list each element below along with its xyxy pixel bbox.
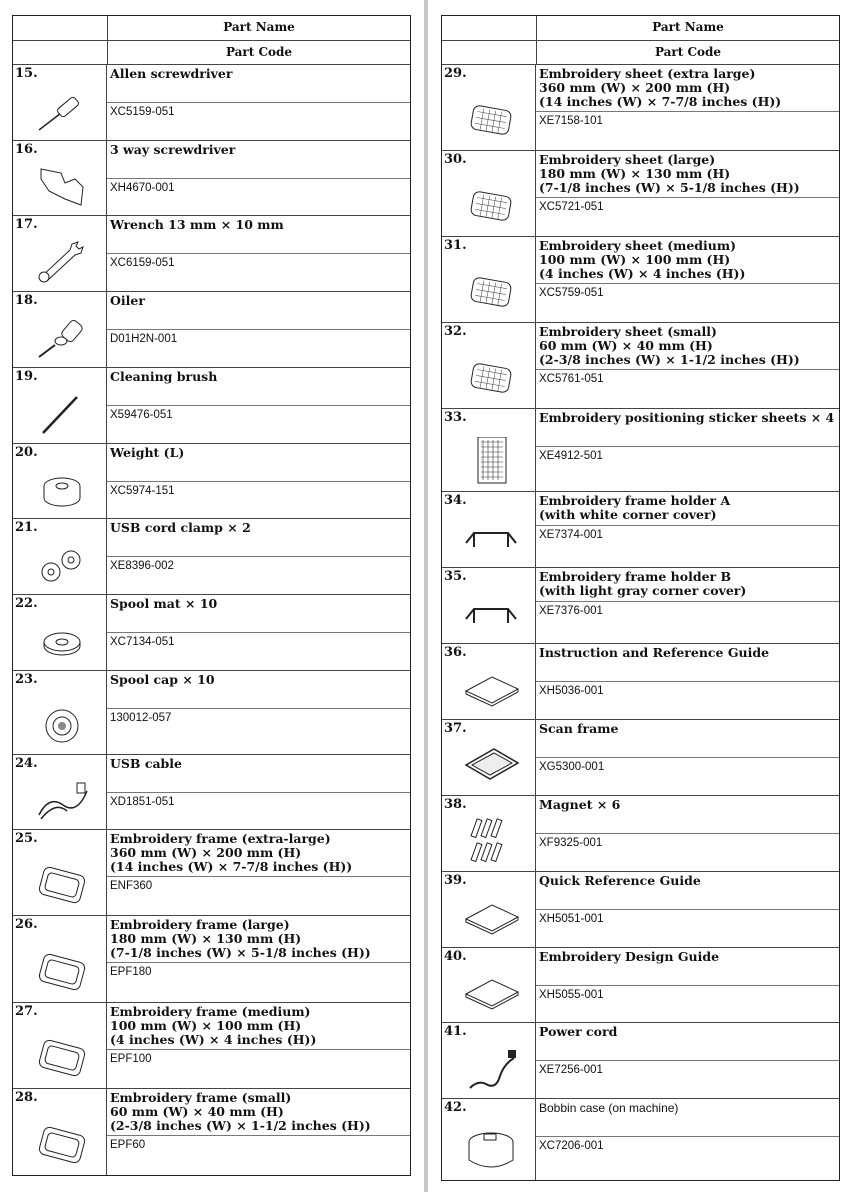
header-row: [442, 41, 839, 66]
part-code: EPF60: [110, 1139, 146, 1151]
part-number-cell: [13, 671, 107, 754]
part-row: [442, 1023, 839, 1099]
frame-holder-icon: [460, 513, 522, 561]
part-number: 16.: [15, 142, 38, 157]
part-name: Spool mat × 10: [107, 595, 410, 633]
part-number-cell: [13, 755, 107, 829]
part-code: XC5159-051: [110, 106, 175, 118]
part-number-cell: [442, 492, 536, 567]
part-number: 36.: [444, 645, 467, 660]
part-number-cell: [442, 720, 536, 795]
part-row: [13, 216, 410, 292]
part-code: X59476-051: [110, 409, 173, 421]
book-icon: [460, 665, 522, 713]
part-number: 41.: [444, 1024, 467, 1039]
parts-table-right: [441, 15, 840, 1181]
part-name: 3 way screwdriver: [107, 141, 410, 179]
part-name-header: Part Name: [223, 20, 295, 34]
book-icon: [460, 968, 522, 1016]
part-row: [13, 292, 410, 368]
part-row: [442, 720, 839, 796]
part-name: Spool cap × 10: [107, 671, 410, 709]
part-name: Embroidery sheet (small) 60 mm (W) × 40 mm (H) (2-3/8 inches (W) × 1-1/2 inches (H)): [536, 323, 839, 370]
part-number-cell: [13, 1003, 107, 1088]
part-code: XE7374-001: [539, 529, 603, 541]
part-code: XE4912-501: [539, 450, 603, 462]
part-code: XE7376-001: [539, 605, 603, 617]
part-number-cell: [13, 292, 107, 367]
part-code: D01H2N-001: [110, 333, 178, 345]
part-number-cell: [442, 796, 536, 871]
part-number: 30.: [444, 152, 467, 167]
part-row: [442, 568, 839, 644]
frame-icon: [31, 948, 93, 996]
scan-frame-icon: [460, 741, 522, 789]
part-row: [13, 916, 410, 1003]
part-number-cell: [442, 872, 536, 947]
spool-mat-icon: [31, 616, 93, 664]
frame-icon: [31, 1121, 93, 1169]
part-name: Embroidery frame (small) 60 mm (W) × 40 mm (H) (2-3/8 inches (W) × 1-1/2 inches (H)): [107, 1089, 410, 1136]
grid-sheet-icon: [460, 268, 522, 316]
part-code: XC5761-051: [539, 373, 604, 385]
screwdriver-icon: [31, 86, 93, 134]
part-number-cell: [13, 1089, 107, 1175]
sticker-sheet-icon: [460, 437, 522, 485]
part-name: Embroidery frame (extra-large) 360 mm (W) × 200 mm (H) (14 inches (W) × 7-7/8 inches (H)): [107, 830, 410, 877]
part-row: [13, 755, 410, 830]
part-number-cell: [13, 830, 107, 915]
header-row: [442, 16, 839, 41]
frame-icon: [31, 861, 93, 909]
part-name: USB cord clamp × 2: [107, 519, 410, 557]
part-number: 28.: [15, 1090, 38, 1105]
part-code: XC6159-051: [110, 257, 175, 269]
part-name: Embroidery frame holder B (with light gray corner cover): [536, 568, 839, 602]
flat-screwdriver-icon: [31, 161, 93, 209]
part-code: EPF100: [110, 1053, 152, 1065]
part-row: [442, 323, 839, 409]
clamp-icon: [31, 540, 93, 588]
book-icon: [460, 893, 522, 941]
part-name-header: Part Name: [652, 20, 724, 34]
part-row: [13, 671, 410, 755]
part-code: XH4670-001: [110, 182, 175, 194]
part-row: [442, 492, 839, 568]
part-row: [13, 519, 410, 595]
part-code: XC5721-051: [539, 201, 604, 213]
part-number: 33.: [444, 410, 467, 425]
part-row: [442, 151, 839, 237]
part-number: 23.: [15, 672, 38, 687]
part-code-header: Part Code: [225, 44, 293, 59]
part-name: Embroidery Design Guide: [536, 948, 839, 986]
part-code: XF9325-001: [539, 837, 603, 849]
part-number: 27.: [15, 1004, 38, 1019]
part-name: Power cord: [536, 1023, 839, 1061]
cable-icon: [31, 775, 93, 823]
part-name: Embroidery frame (medium) 100 mm (W) × 100 mm (H) (4 inches (W) × 4 inches (H)): [107, 1003, 410, 1050]
part-number-cell: [442, 1023, 536, 1098]
part-code: XC7206-001: [539, 1140, 604, 1152]
part-number: 29.: [444, 66, 467, 81]
part-number-cell: [442, 409, 536, 491]
part-number-cell: [13, 141, 107, 215]
part-name: Embroidery frame holder A (with white corner cover): [536, 492, 839, 526]
part-number-cell: [442, 323, 536, 408]
part-row: [442, 796, 839, 872]
part-row: [13, 65, 410, 141]
part-number: 21.: [15, 520, 38, 535]
part-name: Embroidery sheet (medium) 100 mm (W) × 100 mm (H) (4 inches (W) × 4 inches (H)): [536, 237, 839, 284]
part-number-cell: [13, 368, 107, 443]
part-number-cell: [442, 65, 536, 150]
part-number-cell: [13, 519, 107, 594]
part-name: Embroidery sheet (extra large) 360 mm (W) × 200 mm (H) (14 inches (W) × 7-7/8 inches (H)): [536, 65, 839, 112]
part-name: Magnet × 6: [536, 796, 839, 834]
part-row: [13, 141, 410, 216]
part-number: 34.: [444, 493, 467, 508]
part-name: Oiler: [107, 292, 410, 330]
magnet-icon: [460, 817, 522, 865]
part-code-header: Part Code: [654, 44, 722, 59]
spool-cap-icon: [31, 700, 93, 748]
header-row: [13, 16, 410, 41]
brush-icon: [31, 389, 93, 437]
part-code: XE8396-002: [110, 560, 174, 572]
part-number: 42.: [444, 1100, 467, 1115]
part-row: [442, 409, 839, 492]
grid-sheet-icon: [460, 182, 522, 230]
part-name: Instruction and Reference Guide: [536, 644, 839, 682]
part-name: Allen screwdriver: [107, 65, 410, 103]
part-row: [13, 1003, 410, 1089]
header-row: [13, 41, 410, 66]
part-name: Weight (L): [107, 444, 410, 482]
part-row: [13, 368, 410, 444]
part-name: USB cable: [107, 755, 410, 793]
part-name: Embroidery positioning sticker sheets × 4: [536, 409, 839, 447]
part-row: [13, 1089, 410, 1175]
part-name: Quick Reference Guide: [536, 872, 839, 910]
part-name: Bobbin case (on machine): [536, 1099, 839, 1137]
part-number-cell: [442, 948, 536, 1022]
part-code: XC5974-151: [110, 485, 175, 497]
part-code: XE7256-001: [539, 1064, 603, 1076]
part-code: XC5759-051: [539, 287, 604, 299]
part-name: Embroidery sheet (large) 180 mm (W) × 130 mm (H) (7-1/8 inches (W) × 5-1/8 inches (H)): [536, 151, 839, 198]
part-name: Scan frame: [536, 720, 839, 758]
part-number-cell: [13, 65, 107, 140]
part-code: XE7158-101: [539, 115, 603, 127]
part-number-cell: [442, 644, 536, 719]
part-code: 130012-057: [110, 712, 172, 724]
wrench-icon: [31, 237, 93, 285]
part-number: 31.: [444, 238, 467, 253]
column-separator: [424, 0, 428, 1192]
bobbin-case-icon: [460, 1126, 522, 1174]
part-number-cell: [442, 568, 536, 643]
part-row: [442, 948, 839, 1023]
part-code: XC7134-051: [110, 636, 175, 648]
part-number-cell: [442, 151, 536, 236]
part-row: [13, 595, 410, 671]
part-number: 17.: [15, 217, 38, 232]
part-name: Wrench 13 mm × 10 mm: [107, 216, 410, 254]
part-number-cell: [13, 444, 107, 518]
part-number: 24.: [15, 756, 38, 771]
part-number-cell: [13, 595, 107, 670]
part-number: 32.: [444, 324, 467, 339]
part-number: 39.: [444, 873, 467, 888]
part-code: EPF180: [110, 966, 152, 978]
part-number: 15.: [15, 66, 38, 81]
part-row: [442, 1099, 839, 1180]
part-number: 38.: [444, 797, 467, 812]
part-number-cell: [13, 916, 107, 1002]
part-row: [442, 237, 839, 323]
part-row: [442, 65, 839, 151]
parts-table-left: [12, 15, 411, 1176]
grid-sheet-icon: [460, 96, 522, 144]
part-number-cell: [13, 216, 107, 291]
part-row: [442, 644, 839, 720]
part-number: 25.: [15, 831, 38, 846]
part-name: Cleaning brush: [107, 368, 410, 406]
part-code: XG5300-001: [539, 761, 605, 773]
part-number-cell: [442, 1099, 536, 1180]
frame-holder-icon: [460, 589, 522, 637]
part-code: ENF360: [110, 880, 153, 892]
part-number: 19.: [15, 369, 38, 384]
part-number: 18.: [15, 293, 38, 308]
part-row: [442, 872, 839, 948]
grid-sheet-icon: [460, 354, 522, 402]
part-row: [13, 444, 410, 519]
part-code: XH5036-001: [539, 685, 604, 697]
part-number: 22.: [15, 596, 38, 611]
part-number: 35.: [444, 569, 467, 584]
frame-icon: [31, 1034, 93, 1082]
weight-icon: [31, 464, 93, 512]
power-cord-icon: [460, 1044, 522, 1092]
part-number: 40.: [444, 949, 467, 964]
part-number: 37.: [444, 721, 467, 736]
part-code: XD1851-051: [110, 796, 175, 808]
part-number-cell: [442, 237, 536, 322]
part-row: [13, 830, 410, 916]
part-number: 20.: [15, 445, 38, 460]
part-number: 26.: [15, 917, 38, 932]
part-code: XH5055-001: [539, 989, 604, 1001]
part-code: XH5051-001: [539, 913, 604, 925]
part-name: Embroidery frame (large) 180 mm (W) × 130 mm (H) (7-1/8 inches (W) × 5-1/8 inches (H)): [107, 916, 410, 963]
oiler-icon: [31, 313, 93, 361]
